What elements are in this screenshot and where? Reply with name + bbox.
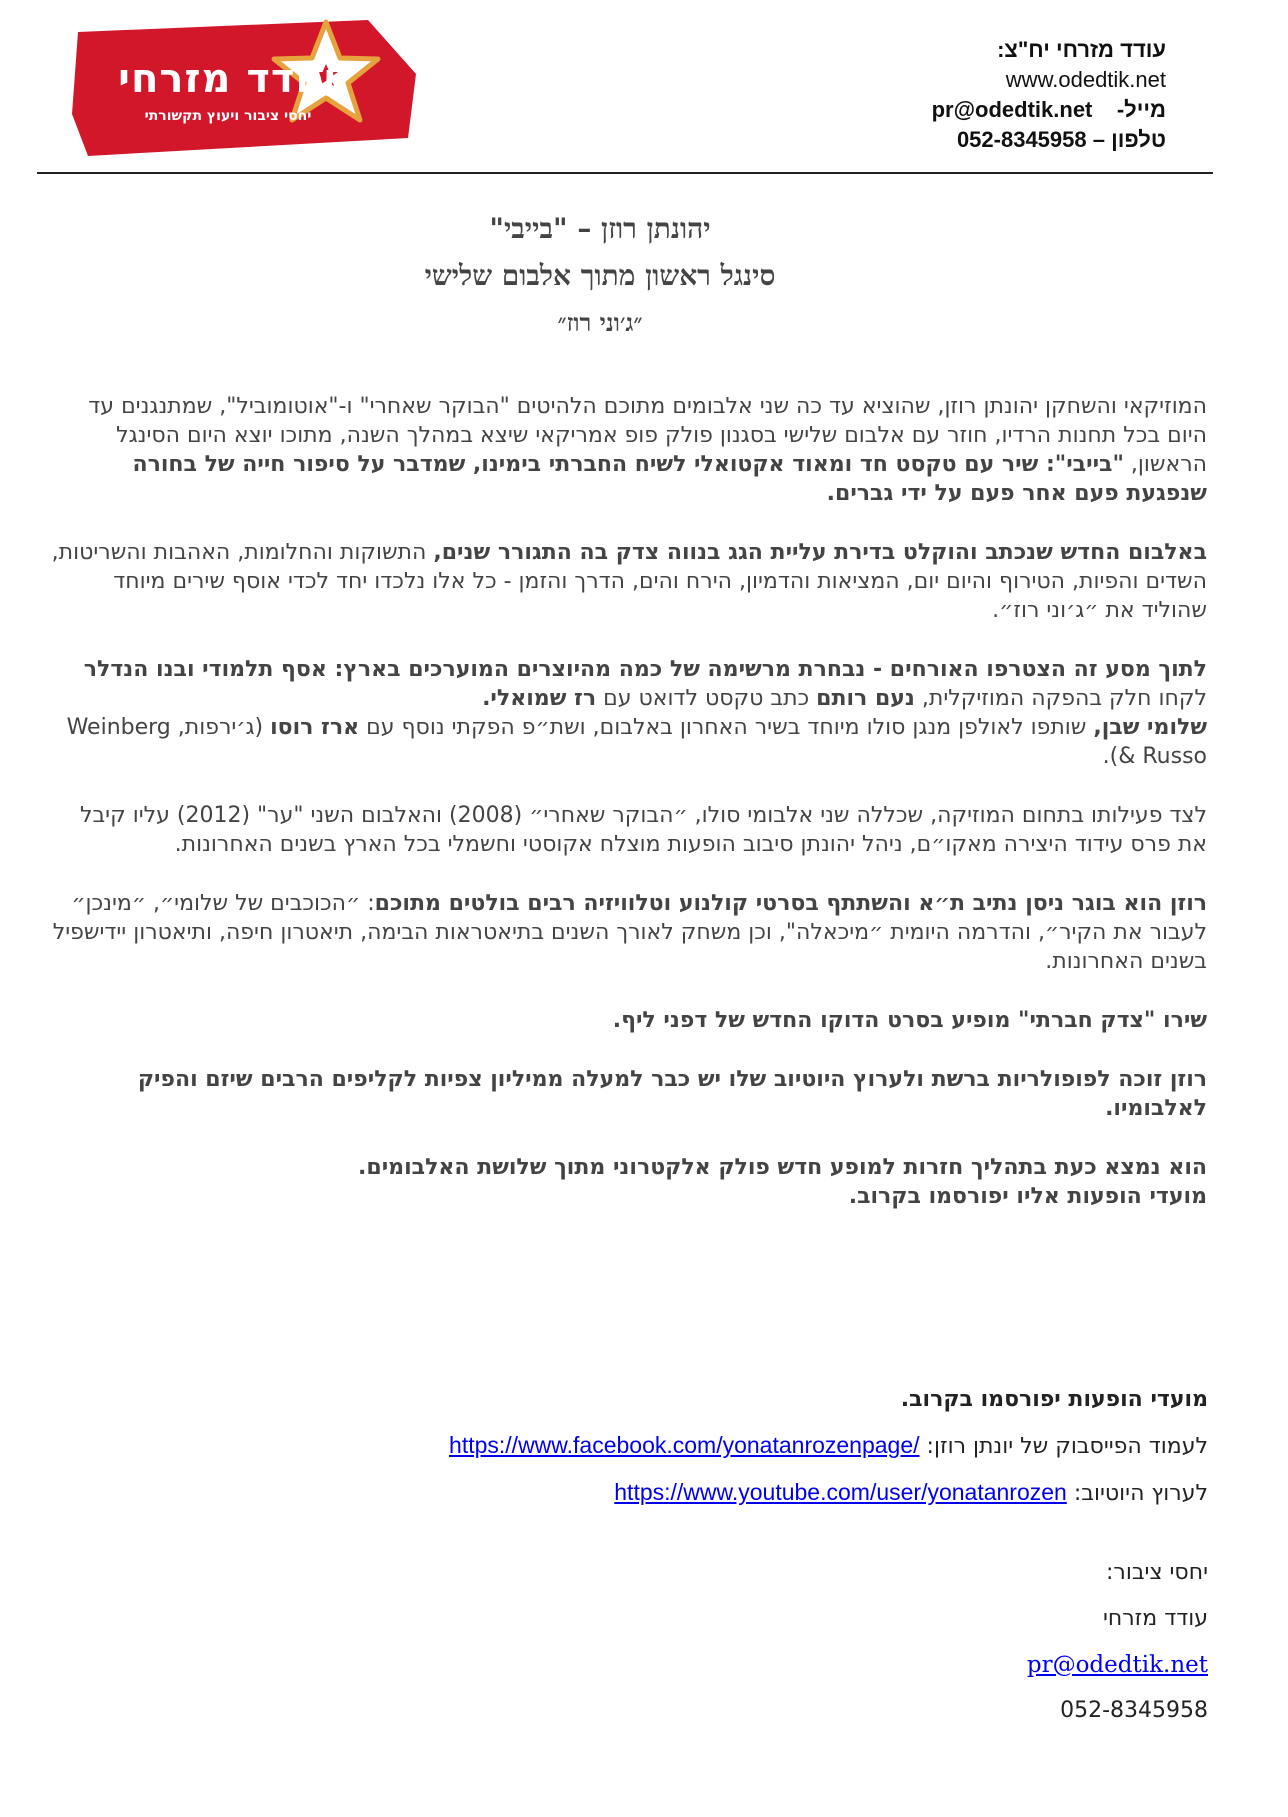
contact-phone-row bbox=[932, 125, 1166, 155]
youtube-link[interactable]: https://www.youtube.com/user/yonatanrozen bbox=[614, 1479, 1067, 1505]
paragraph-3-text-c: שותפו לאולפן מנגן סולו מיוחד בשיר האחרון באלבום, ושת״פ הפקתי נוסף עם bbox=[359, 715, 1094, 740]
paragraph-3-text-d: (ג׳ירפות, Weinberg & Russo). bbox=[66, 715, 1207, 769]
paragraph-8-line-2: מועדי הופעות אליו יפורסמו בקרוב. bbox=[848, 1184, 1207, 1209]
links-block bbox=[108, 1385, 1208, 1525]
pr-footer bbox=[1027, 1560, 1208, 1744]
contact-website[interactable]: www.odedtik.net bbox=[1005, 67, 1166, 92]
youtube-label: לערוץ היוטיוב: bbox=[1073, 1481, 1208, 1506]
title-block bbox=[150, 205, 1050, 346]
announce-text: מועדי הופעות יפורסמו בקרוב. bbox=[900, 1387, 1208, 1412]
contact-mail-label: מייל- bbox=[1116, 97, 1166, 122]
facebook-row bbox=[108, 1431, 1208, 1461]
contact-mail[interactable]: pr@odedtik.net bbox=[931, 97, 1093, 122]
facebook-label: לעמוד הפייסבוק של יונתן רוזן: bbox=[926, 1434, 1208, 1459]
title-line-3: ״ג׳וני רוז״ bbox=[557, 308, 643, 337]
footer-pr-label: יחסי ציבור: bbox=[1106, 1560, 1208, 1585]
footer-name: עודד מזרחי bbox=[1102, 1606, 1208, 1631]
paragraph-8-line-1: הוא נמצא כעת בתהליך חזרות למופע חדש פולק אלקטרוני מתוך שלושת האלבומים. bbox=[358, 1155, 1207, 1180]
paragraph-2 bbox=[45, 538, 1207, 625]
contact-phone-label: טלפון – bbox=[1092, 127, 1166, 152]
header-divider bbox=[37, 172, 1213, 174]
contact-mail-row bbox=[932, 95, 1166, 125]
paragraph-3-name-noam: נעם רותם bbox=[816, 686, 915, 711]
contact-heading: עודד מזרחי יח"צ: bbox=[997, 37, 1166, 62]
paragraph-8 bbox=[45, 1153, 1207, 1211]
paragraph-1-text: המוזיקאי והשחקן יהונתן רוזן, שהוציא עד כה שני אלבומים מתוכם הלהיטים "הבוקר שאחרי" ו-"אוטומוביל", שמתנגנים עד היום בכל תחנות הרדיו, חוזר עם אלבום שלישי בסגנון פולק פופ אמריקאי שיצא במהלך השנה, מתוכו יוצא היום הסינגל הראשון, bbox=[88, 394, 1207, 477]
contact-phone: 052-8345958 bbox=[956, 127, 1087, 152]
paragraph-2-bold: באלבום החדש שנכתב והוקלט בדירת עליית הגג בנווה צדק בה התגורר שנים, bbox=[433, 540, 1207, 565]
footer-email-link[interactable]: pr@odedtik.net bbox=[1026, 1652, 1208, 1678]
footer-phone: 052-8345958 bbox=[1060, 1698, 1208, 1723]
logo-tagline: יחסי ציבור ויעוץ תקשורתי bbox=[144, 108, 312, 124]
facebook-link[interactable]: https://www.facebook.com/yonatanrozenpage/ bbox=[449, 1432, 920, 1458]
youtube-row bbox=[108, 1478, 1208, 1508]
paragraph-4: לצד פעילותו בתחום המוזיקה, שכללה שני אלבומי סולו, ״הבוקר שאחרי״ (2008) והאלבום השני "ער" (2012) עליו קיבל את פרס עידוד היצירה מאקו״ם, ניהל יהונתן סיבוב הופעות מוצלח אקוסטי וחשמלי בכל הארץ בשנים האחרונות. bbox=[79, 803, 1207, 857]
paragraph-1 bbox=[45, 392, 1207, 508]
company-logo bbox=[68, 18, 418, 158]
paragraph-3 bbox=[45, 655, 1207, 771]
contact-block bbox=[932, 35, 1166, 155]
paragraph-1-bold: "בייבי": שיר עם טקסט חד ומאוד אקטואלי לשיח החברתי בימינו, שמדבר על סיפור חייה של בחורה שנפגעת פעם אחר פעם על ידי גברים. bbox=[132, 452, 1207, 506]
title-line-2: סינגל ראשון מתוך אלבום שלישי bbox=[424, 259, 776, 292]
paragraph-2-text: התשוקות והחלומות, האהבות והשריטות, השדים והפיות, הטירוף והיום יום, המציאות והדמיון, הירח והים, הדרך והזמן - כל אלו נלכדו יחד לכדי אוסף שירים מיוחד שהוליד את ״ג׳וני רוז״. bbox=[51, 540, 1207, 623]
paragraph-3-bold-intro: לתוך מסע זה הצטרפו האורחים - נבחרת מרשימה של כמה מהיוצרים המוערכים בארץ: אסף תלמודי ובנו הנדלר bbox=[83, 657, 1207, 682]
paragraph-3-name-erez: ארז רוסו bbox=[270, 715, 360, 740]
paragraph-3-name-shlomi: שלומי שבן, bbox=[1093, 715, 1207, 740]
paragraph-3-text-a: לקחו חלק בהפקה המוזיקלית, bbox=[914, 686, 1207, 711]
paragraph-5 bbox=[45, 889, 1207, 976]
paragraph-3-name-raz: רז שמואלי. bbox=[482, 686, 597, 711]
title-line-1: יהונתן רוזן – "בייבי" bbox=[489, 212, 711, 245]
article-body bbox=[45, 392, 1207, 1211]
paragraph-5-bold: רוזן הוא בוגר ניסן נתיב ת״א והשתתף בסרטי קולנוע וטלוויזיה רבים בולטים מתוכם bbox=[374, 891, 1207, 916]
paragraph-7: רוזן זוכה לפופולריות ברשת ולערוץ היוטיוב שלו יש כבר למעלה ממיליון צפיות לקליפים הרבים שיזם והפיק לאלבומיו. bbox=[137, 1067, 1207, 1121]
paragraph-3-text-b: כתב טקסט לדואט עם bbox=[596, 686, 817, 711]
paragraph-5-text: : ״הכוכבים של שלומי״, ״מינכן״ לעבור את הקיר״, והדרמה היומית ״מיכאלה", וכן משחק לאורך השנים בתיאטראות הבימה, תיאטרון חיפה, ותיאטרון יידישפיל בשנים האחרונות. bbox=[52, 891, 1207, 974]
logo-name: עודד מזרחי bbox=[118, 56, 338, 102]
paragraph-6: שירו "צדק חברתי" מופיע בסרט הדוקו החדש של דפני ליף. bbox=[612, 1008, 1207, 1033]
